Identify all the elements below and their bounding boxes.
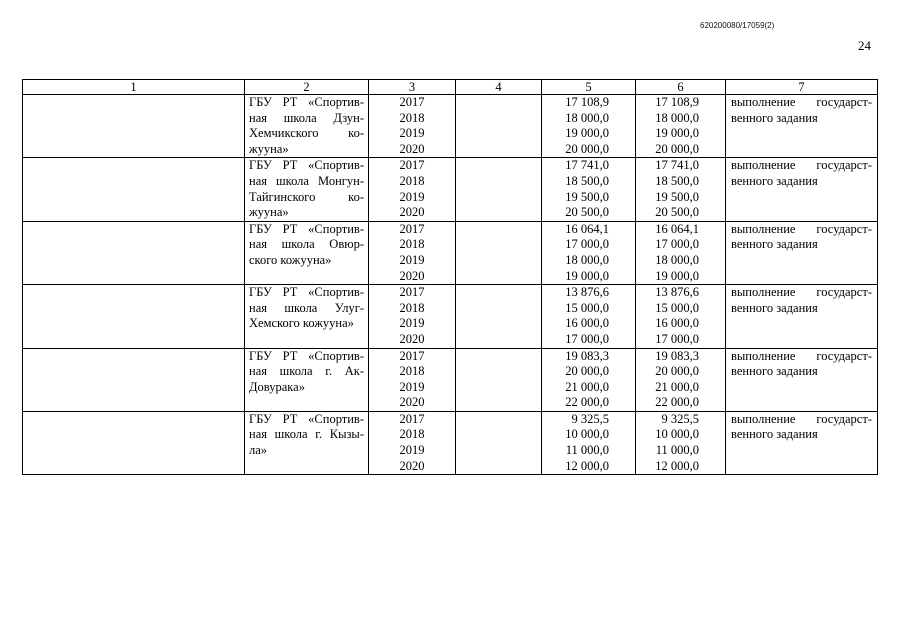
column-6-value: 19 000,0 <box>655 268 699 283</box>
column-5-value: 16 064,1 <box>565 221 609 236</box>
column-5-value: 18 000,0 <box>565 110 609 125</box>
institution-name-line: жууна» <box>249 141 289 156</box>
note-cell <box>726 411 878 474</box>
year-value: 2017 <box>399 158 425 173</box>
column-6-value: 17 000,0 <box>655 331 699 346</box>
document-id: 620200080/17059(2) <box>700 21 775 30</box>
column-5-values-cell <box>542 221 636 284</box>
column-6-value: 20 500,0 <box>655 205 699 220</box>
column-5-value: 19 000,0 <box>565 126 609 141</box>
column-5-value: 9 325,5 <box>571 411 609 426</box>
table-row <box>23 348 878 411</box>
year-value: 2018 <box>399 364 425 379</box>
column-4-cell <box>456 411 542 474</box>
column-4-cell <box>456 348 542 411</box>
column-5-values-cell <box>542 285 636 348</box>
institution-name-line: Хемчикского ко- <box>249 126 364 141</box>
column-6-value: 19 083,3 <box>655 348 699 363</box>
column-6-values-cell <box>636 221 726 284</box>
column-5-value: 18 000,0 <box>565 252 609 267</box>
column-5-value: 17 000,0 <box>565 331 609 346</box>
column-5-value: 17 741,0 <box>565 158 609 173</box>
note-line: выполнение государст- <box>731 158 872 173</box>
year-value: 2020 <box>399 268 425 283</box>
column-6-value: 12 000,0 <box>655 458 699 473</box>
institution-name-cell <box>245 348 369 411</box>
year-value: 2017 <box>399 411 425 426</box>
institution-name-line: Хемского кожууна» <box>249 316 354 331</box>
column-4-cell <box>456 221 542 284</box>
column-6-value: 18 500,0 <box>655 173 699 188</box>
column-6-value: 22 000,0 <box>655 395 699 410</box>
institution-name-line: ла» <box>249 443 268 458</box>
note-line: выполнение государст- <box>731 95 872 109</box>
year-value: 2020 <box>399 331 425 346</box>
column-5-values-cell <box>542 158 636 221</box>
year-value: 2017 <box>399 95 425 109</box>
column-6-value: 20 000,0 <box>655 141 699 156</box>
column-6-value: 18 000,0 <box>655 252 699 267</box>
note-cell <box>726 348 878 411</box>
years-cell <box>369 95 456 158</box>
column-5-value: 15 000,0 <box>565 300 609 315</box>
column-1-cell <box>23 158 245 221</box>
years-cell <box>369 348 456 411</box>
column-6-value: 19 000,0 <box>655 126 699 141</box>
institution-name-line: ная школа Улуг- <box>249 300 364 315</box>
note-cell <box>726 95 878 158</box>
column-5-value: 17 108,9 <box>565 95 609 109</box>
column-5-value: 10 000,0 <box>565 427 609 442</box>
column-4-cell <box>456 158 542 221</box>
column-6-value: 18 000,0 <box>655 110 699 125</box>
table-row <box>23 95 878 158</box>
institution-name-cell <box>245 95 369 158</box>
institution-name-cell <box>245 158 369 221</box>
column-6-value: 17 000,0 <box>655 237 699 252</box>
years-cell <box>369 411 456 474</box>
year-value: 2018 <box>399 427 425 442</box>
year-value: 2020 <box>399 205 425 220</box>
column-5-value: 19 000,0 <box>565 268 609 283</box>
column-6-value: 21 000,0 <box>655 379 699 394</box>
column-header-5: 5 <box>542 80 636 95</box>
note-line: выполнение государст- <box>731 285 872 300</box>
institution-name-line: ского кожууна» <box>249 252 332 267</box>
institution-name-cell <box>245 411 369 474</box>
institution-name-cell <box>245 221 369 284</box>
column-5-value: 13 876,6 <box>565 285 609 300</box>
column-5-value: 22 000,0 <box>565 395 609 410</box>
note-line: выполнение государст- <box>731 221 872 236</box>
year-value: 2017 <box>399 285 425 300</box>
year-value: 2018 <box>399 173 425 188</box>
column-1-cell <box>23 95 245 158</box>
column-5-value: 20 500,0 <box>565 205 609 220</box>
institution-name-line: ная школа г. Кызы- <box>249 427 364 442</box>
note-cell <box>726 285 878 348</box>
institution-name-line: ГБУ РТ «Спортив- <box>249 411 364 426</box>
table-row <box>23 411 878 474</box>
table-row <box>23 221 878 284</box>
column-6-values-cell <box>636 411 726 474</box>
year-value: 2019 <box>399 379 425 394</box>
column-6-value: 20 000,0 <box>655 364 699 379</box>
institution-name-line: ГБУ РТ «Спортив- <box>249 221 364 236</box>
column-5-values-cell <box>542 411 636 474</box>
column-header-7: 7 <box>726 80 878 95</box>
column-6-values-cell <box>636 95 726 158</box>
column-6-value: 17 741,0 <box>655 158 699 173</box>
column-1-cell <box>23 221 245 284</box>
note-cell <box>726 221 878 284</box>
institution-name-cell <box>245 285 369 348</box>
institution-name-line: ГБУ РТ «Спортив- <box>249 348 364 363</box>
year-value: 2020 <box>399 395 425 410</box>
year-value: 2019 <box>399 189 425 204</box>
column-5-value: 12 000,0 <box>565 458 609 473</box>
column-5-values-cell <box>542 348 636 411</box>
institution-name-line: ная школа Овюр- <box>249 237 364 252</box>
column-6-value: 16 064,1 <box>655 221 699 236</box>
column-5-values-cell <box>542 95 636 158</box>
column-6-values-cell <box>636 285 726 348</box>
column-6-value: 17 108,9 <box>655 95 699 109</box>
institution-name-line: ГБУ РТ «Спортив- <box>249 158 364 173</box>
institution-name-line: ная школа Дзун- <box>249 110 364 125</box>
institution-name-line: ГБУ РТ «Спортив- <box>249 95 364 109</box>
table-body <box>23 95 878 475</box>
column-6-value: 10 000,0 <box>655 427 699 442</box>
note-line: выполнение государст- <box>731 348 872 363</box>
years-cell <box>369 285 456 348</box>
year-value: 2019 <box>399 126 425 141</box>
column-5-value: 19 083,3 <box>565 348 609 363</box>
column-6-values-cell <box>636 348 726 411</box>
note-line: венного задания <box>731 427 818 442</box>
column-6-values-cell <box>636 158 726 221</box>
years-cell <box>369 158 456 221</box>
page-number: 24 <box>858 38 871 53</box>
column-6-value: 15 000,0 <box>655 300 699 315</box>
year-value: 2018 <box>399 237 425 252</box>
note-line: выполнение государст- <box>731 411 872 426</box>
column-6-value: 16 000,0 <box>655 316 699 331</box>
column-5-value: 20 000,0 <box>565 141 609 156</box>
institution-name-line: жууна» <box>249 205 289 220</box>
year-value: 2019 <box>399 252 425 267</box>
table-row <box>23 285 878 348</box>
column-5-value: 19 500,0 <box>565 189 609 204</box>
note-line: венного задания <box>731 364 818 379</box>
column-5-value: 17 000,0 <box>565 237 609 252</box>
column-5-value: 18 500,0 <box>565 173 609 188</box>
institution-name-line: ГБУ РТ «Спортив- <box>249 285 364 300</box>
institution-name-line: Довурака» <box>249 379 305 394</box>
note-line: венного задания <box>731 110 818 125</box>
column-1-cell <box>23 348 245 411</box>
year-value: 2017 <box>399 221 425 236</box>
column-header-4: 4 <box>456 80 542 95</box>
year-value: 2018 <box>399 300 425 315</box>
year-value: 2017 <box>399 348 425 363</box>
column-header-3: 3 <box>369 80 456 95</box>
years-cell <box>369 221 456 284</box>
note-cell <box>726 158 878 221</box>
institution-name-line: ная школа г. Ак- <box>249 364 364 379</box>
year-value: 2019 <box>399 443 425 458</box>
year-value: 2020 <box>399 141 425 156</box>
column-header-2: 2 <box>245 80 369 95</box>
year-value: 2018 <box>399 110 425 125</box>
year-value: 2020 <box>399 458 425 473</box>
column-5-value: 20 000,0 <box>565 364 609 379</box>
institution-name-line: ная школа Монгун- <box>249 173 364 188</box>
institution-name-line: Тайгинского ко- <box>249 189 364 204</box>
column-5-value: 11 000,0 <box>565 443 609 458</box>
column-6-value: 11 000,0 <box>655 443 699 458</box>
header-row <box>23 80 878 95</box>
column-1-cell <box>23 411 245 474</box>
column-4-cell <box>456 285 542 348</box>
column-1-cell <box>23 285 245 348</box>
note-line: венного задания <box>731 300 818 315</box>
table-row <box>23 158 878 221</box>
column-header-6: 6 <box>636 80 726 95</box>
note-line: венного задания <box>731 173 818 188</box>
column-5-value: 21 000,0 <box>565 379 609 394</box>
column-6-value: 9 325,5 <box>661 411 699 426</box>
column-6-value: 13 876,6 <box>655 285 699 300</box>
budget-table <box>22 79 878 475</box>
column-6-value: 19 500,0 <box>655 189 699 204</box>
note-line: венного задания <box>731 237 818 252</box>
column-4-cell <box>456 95 542 158</box>
year-value: 2019 <box>399 316 425 331</box>
column-header-1: 1 <box>23 80 245 95</box>
column-5-value: 16 000,0 <box>565 316 609 331</box>
